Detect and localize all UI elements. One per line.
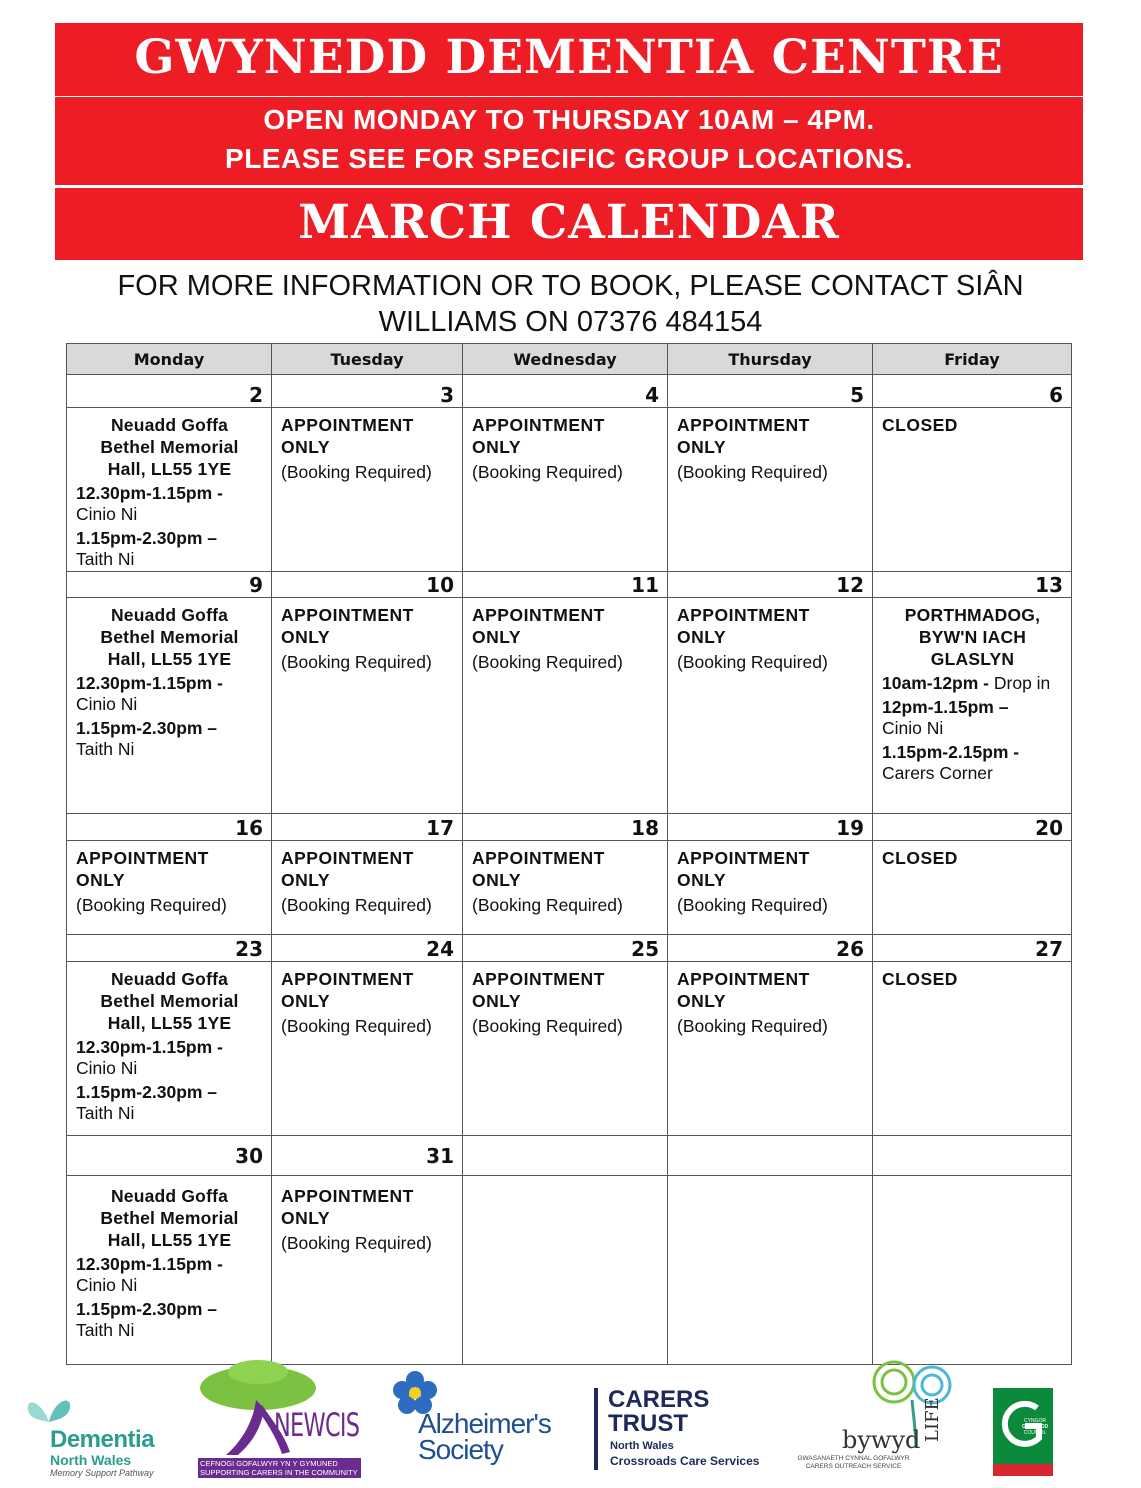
- date-row: [67, 1136, 1072, 1176]
- session-name: Taith Ni: [76, 1103, 135, 1123]
- calendar-table: [66, 343, 1072, 1365]
- appointment-label: ONLY: [281, 1208, 331, 1228]
- dementia-logo-subtitle: North Wales: [50, 1452, 132, 1468]
- session-name: Taith Ni: [76, 549, 135, 569]
- empty-date: [873, 1136, 1072, 1176]
- newcis-tagline-1: CEFNOGI GOFALWYR YN Y GYMUNED: [200, 1459, 338, 1468]
- appointment-label: APPOINTMENT: [677, 605, 810, 625]
- venue-line: Neuadd Goffa: [110, 969, 229, 989]
- session-time: 1.15pm-2.30pm –: [76, 1082, 218, 1102]
- closed-label: CLOSED: [882, 848, 958, 868]
- date-number: 26: [668, 935, 873, 962]
- contact-info: [40, 268, 1101, 340]
- bywyd-life-text: LIFE: [922, 1397, 943, 1442]
- session-time: 12.30pm-1.15pm -: [76, 483, 223, 503]
- alzheimers-logo-line-1: Alzheimer's: [418, 1408, 551, 1439]
- session-time: 10am-12pm -: [882, 673, 989, 693]
- contact-line-1: FOR MORE INFORMATION OR TO BOOK, PLEASE CONTACT SIÂN: [117, 270, 1024, 302]
- appointment-label: ONLY: [76, 870, 126, 890]
- event-cell-venue: [67, 1176, 272, 1365]
- booking-note: (Booking Required): [281, 652, 432, 672]
- appointment-label: ONLY: [472, 437, 522, 457]
- closed-label: CLOSED: [882, 415, 958, 435]
- event-cell-porthmadog: [873, 598, 1072, 814]
- venue-line: Bethel Memorial: [100, 437, 239, 457]
- venue-line: Neuadd Goffa: [110, 605, 229, 625]
- hours-line-1: OPEN MONDAY TO THURSDAY 10AM – 4PM.: [263, 104, 875, 135]
- date-number: 19: [668, 814, 873, 841]
- date-number: 2: [67, 375, 272, 408]
- event-cell-appointment: [463, 962, 668, 1136]
- date-number: 27: [873, 935, 1072, 962]
- session-name: Cinio Ni: [76, 694, 138, 714]
- date-row: [67, 572, 1072, 598]
- date-row: [67, 814, 1072, 841]
- gwynedd-text-2: GWYNEDD: [1021, 1424, 1049, 1430]
- date-number: 24: [272, 935, 463, 962]
- event-cell-appointment: [668, 598, 873, 814]
- venue-line: BYW'N IACH: [918, 627, 1027, 647]
- appointment-label: APPOINTMENT: [677, 415, 810, 435]
- dementia-logo-tagline: Memory Support Pathway: [50, 1468, 154, 1478]
- date-number: 11: [463, 572, 668, 598]
- venue-line: Bethel Memorial: [100, 991, 239, 1011]
- date-number: 12: [668, 572, 873, 598]
- gwynedd-text-1: CYNGOR: [1024, 1418, 1046, 1424]
- title-banner: [55, 23, 1083, 96]
- session-name: Taith Ni: [76, 1320, 135, 1340]
- booking-note: (Booking Required): [677, 652, 828, 672]
- event-cell-appointment: [463, 598, 668, 814]
- closed-label: CLOSED: [882, 969, 958, 989]
- empty-cell: [668, 1176, 873, 1365]
- date-number: 17: [272, 814, 463, 841]
- carers-trust-line-2: TRUST: [608, 1410, 688, 1437]
- event-cell-venue: [67, 598, 272, 814]
- bywyd-tagline-1: GWASANAETH CYNNAL GOFALWYR: [797, 1455, 910, 1462]
- appointment-label: ONLY: [677, 437, 727, 457]
- hours-banner: [55, 97, 1083, 185]
- appointment-label: ONLY: [677, 627, 727, 647]
- session-time: 12.30pm-1.15pm -: [76, 673, 223, 693]
- appointment-label: ONLY: [677, 991, 727, 1011]
- booking-note: (Booking Required): [677, 462, 828, 482]
- bywyd-logo: [784, 1360, 954, 1475]
- session-name: Taith Ni: [76, 739, 135, 759]
- event-cell-venue: [67, 962, 272, 1136]
- session-name: Cinio Ni: [76, 504, 138, 524]
- event-row: [67, 598, 1072, 814]
- booking-note: (Booking Required): [472, 462, 623, 482]
- appointment-label: APPOINTMENT: [472, 848, 605, 868]
- gwynedd-red-band: [993, 1464, 1053, 1476]
- alzheimers-society-logo: [390, 1370, 570, 1470]
- booking-note: (Booking Required): [281, 895, 432, 915]
- venue-line: Bethel Memorial: [100, 627, 239, 647]
- alzheimers-logo-line-2: Society: [418, 1434, 503, 1465]
- appointment-label: APPOINTMENT: [281, 605, 414, 625]
- venue-line: Bethel Memorial: [100, 1208, 239, 1228]
- event-row: [67, 841, 1072, 935]
- appointment-label: APPOINTMENT: [677, 848, 810, 868]
- bywyd-logo-name: bywyd: [842, 1426, 921, 1454]
- appointment-label: ONLY: [677, 870, 727, 890]
- appointment-label: ONLY: [472, 870, 522, 890]
- appointment-label: APPOINTMENT: [281, 415, 414, 435]
- carers-trust-logo: [594, 1388, 764, 1478]
- date-number: 3: [272, 375, 463, 408]
- carers-trust-bar: [594, 1388, 598, 1470]
- carers-trust-service: Crossroads Care Services: [610, 1454, 760, 1468]
- event-cell-appointment: [272, 598, 463, 814]
- date-number: 10: [272, 572, 463, 598]
- event-row: [67, 408, 1072, 572]
- carers-trust-line-1: CARERS: [608, 1386, 710, 1413]
- weekday-header: Thursday: [668, 344, 873, 375]
- booking-note: (Booking Required): [677, 895, 828, 915]
- empty-date: [463, 1136, 668, 1176]
- date-number: 23: [67, 935, 272, 962]
- empty-date: [668, 1136, 873, 1176]
- session-time: 1.15pm-2.30pm –: [76, 718, 218, 738]
- appointment-label: APPOINTMENT: [281, 969, 414, 989]
- booking-note: (Booking Required): [281, 462, 432, 482]
- appointment-label: ONLY: [281, 991, 331, 1011]
- booking-note: (Booking Required): [472, 895, 623, 915]
- event-row: [67, 962, 1072, 1136]
- carers-trust-region: North Wales: [610, 1440, 674, 1452]
- newcis-logo: [198, 1360, 363, 1480]
- appointment-label: APPOINTMENT: [472, 969, 605, 989]
- event-cell-appointment: [67, 841, 272, 935]
- date-number: 4: [463, 375, 668, 408]
- session-time: 1.15pm-2.30pm –: [76, 528, 218, 548]
- venue-line: Hall, LL55 1YE: [107, 1013, 232, 1033]
- event-cell-closed: [873, 408, 1072, 572]
- subtitle-banner: [55, 188, 1083, 260]
- date-number: 31: [272, 1136, 463, 1176]
- date-number: 20: [873, 814, 1072, 841]
- booking-note: (Booking Required): [76, 895, 227, 915]
- session-name: Cinio Ni: [76, 1275, 138, 1295]
- session-name: Cinio Ni: [882, 718, 944, 738]
- session-time: 1.15pm-2.15pm -: [882, 742, 1020, 762]
- date-number: 6: [873, 375, 1072, 408]
- bywyd-tagline: [786, 1455, 921, 1471]
- booking-note: (Booking Required): [281, 1233, 432, 1253]
- appointment-label: ONLY: [472, 627, 522, 647]
- session-name: Cinio Ni: [76, 1058, 138, 1078]
- event-cell-appointment: [272, 1176, 463, 1365]
- date-number: 18: [463, 814, 668, 841]
- venue-line: PORTHMADOG,: [904, 605, 1041, 625]
- event-cell-appointment: [463, 408, 668, 572]
- event-cell-appointment: [463, 841, 668, 935]
- event-cell-closed: [873, 841, 1072, 935]
- page-title: GWYNEDD DEMENTIA CENTRE: [134, 30, 1004, 85]
- appointment-label: APPOINTMENT: [472, 415, 605, 435]
- event-cell-appointment: [668, 841, 873, 935]
- date-row: [67, 375, 1072, 408]
- appointment-label: ONLY: [281, 870, 331, 890]
- booking-note: (Booking Required): [472, 1016, 623, 1036]
- weekday-header: Tuesday: [272, 344, 463, 375]
- weekday-header: Wednesday: [463, 344, 668, 375]
- appointment-label: APPOINTMENT: [281, 848, 414, 868]
- newcis-logo-name: NEWCIS: [274, 1406, 360, 1444]
- weekday-header: Monday: [67, 344, 272, 375]
- appointment-label: ONLY: [472, 991, 522, 1011]
- dementia-north-wales-logo: [22, 1392, 172, 1477]
- appointment-label: ONLY: [281, 437, 331, 457]
- bywyd-tagline-2: CARERS OUTREACH SERVICE: [805, 1463, 902, 1470]
- appointment-label: ONLY: [281, 627, 331, 647]
- venue-line: Neuadd Goffa: [110, 1186, 229, 1206]
- event-cell-venue: [67, 408, 272, 572]
- session-time: 12.30pm-1.15pm -: [76, 1254, 223, 1274]
- booking-note: (Booking Required): [472, 652, 623, 672]
- cyngor-gwynedd-logo: [993, 1388, 1055, 1476]
- session-name: Drop in: [993, 673, 1051, 693]
- session-name: Carers Corner: [882, 763, 993, 783]
- venue-line: Hall, LL55 1YE: [107, 459, 232, 479]
- booking-note: (Booking Required): [677, 1016, 828, 1036]
- gwynedd-council-text: [1017, 1418, 1053, 1436]
- dementia-logo-title: Dementia: [50, 1426, 155, 1453]
- session-time: 1.15pm-2.30pm –: [76, 1299, 218, 1319]
- session-time: 12pm-1.15pm –: [882, 697, 1009, 717]
- event-cell-closed: [873, 962, 1072, 1136]
- event-cell-appointment: [272, 408, 463, 572]
- appointment-label: APPOINTMENT: [76, 848, 209, 868]
- venue-line: Hall, LL55 1YE: [107, 649, 232, 669]
- event-row: [67, 1176, 1072, 1365]
- empty-cell: [873, 1176, 1072, 1365]
- date-number: 25: [463, 935, 668, 962]
- date-number: 13: [873, 572, 1072, 598]
- session-time: 12.30pm-1.15pm -: [76, 1037, 223, 1057]
- date-number: 30: [67, 1136, 272, 1176]
- weekday-header: Friday: [873, 344, 1072, 375]
- newcis-tagline: [200, 1459, 360, 1477]
- calendar-title: MARCH CALENDAR: [298, 195, 840, 250]
- appointment-label: APPOINTMENT: [281, 1186, 414, 1206]
- empty-cell: [463, 1176, 668, 1365]
- date-number: 9: [67, 572, 272, 598]
- hours-line-2: PLEASE SEE FOR SPECIFIC GROUP LOCATIONS.: [225, 143, 913, 174]
- venue-line: GLASLYN: [930, 649, 1015, 669]
- partner-logos: [0, 1360, 1141, 1488]
- butterfly-icon: [24, 1392, 74, 1430]
- venue-line: Neuadd Goffa: [110, 415, 229, 435]
- date-number: 16: [67, 814, 272, 841]
- booking-note: (Booking Required): [281, 1016, 432, 1036]
- venue-line: Hall, LL55 1YE: [107, 1230, 232, 1250]
- date-number: 5: [668, 375, 873, 408]
- event-cell-appointment: [272, 962, 463, 1136]
- newcis-tagline-2: SUPPORTING CARERS IN THE COMMUNITY: [200, 1468, 358, 1477]
- date-row: [67, 935, 1072, 962]
- appointment-label: APPOINTMENT: [677, 969, 810, 989]
- appointment-label: APPOINTMENT: [472, 605, 605, 625]
- gwynedd-text-3: COUNCIL: [1023, 1430, 1047, 1436]
- event-cell-appointment: [668, 408, 873, 572]
- contact-line-2: WILLIAMS ON 07376 484154: [378, 306, 763, 338]
- weekday-header-row: [67, 344, 1072, 375]
- event-cell-appointment: [668, 962, 873, 1136]
- event-cell-appointment: [272, 841, 463, 935]
